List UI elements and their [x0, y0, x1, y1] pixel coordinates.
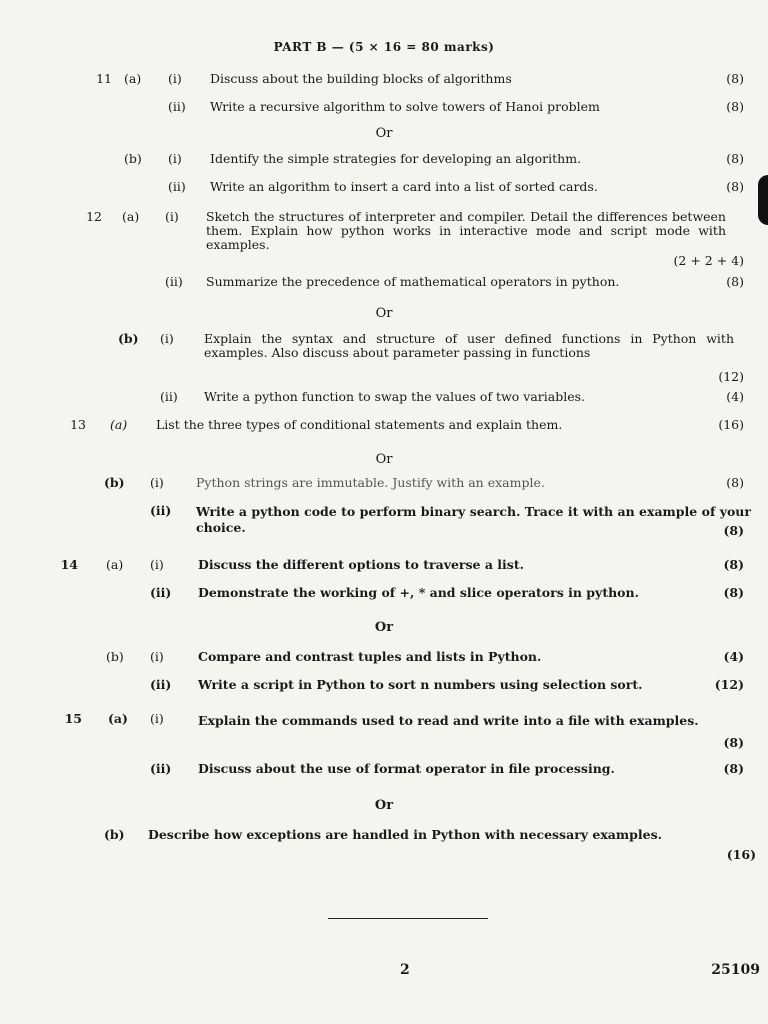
question-part: (a): [106, 557, 124, 572]
paper-code: 25109: [711, 962, 760, 978]
section-header: PART B — (5 × 16 = 80 marks): [273, 40, 495, 54]
question-number: 14: [60, 557, 78, 572]
question-sub: (ii): [160, 389, 178, 404]
question-marks: (12): [718, 369, 744, 384]
question-marks: (8): [723, 557, 744, 572]
question-part: (b): [106, 649, 124, 664]
question-sub: (i): [165, 209, 179, 224]
question-sub: (i): [150, 475, 164, 490]
question-marks: (8): [726, 274, 744, 289]
end-rule: [328, 918, 488, 919]
question-sub: (i): [168, 71, 182, 86]
question-text: Discuss the different options to traverse a list.: [198, 557, 524, 572]
question-sub: (ii): [150, 677, 172, 692]
question-sub: (i): [150, 557, 164, 572]
question-sub: (i): [168, 151, 182, 166]
question-text: Write a script in Python to sort n numbers using selection sort.: [198, 677, 643, 692]
scan-edge-shadow: [758, 175, 768, 225]
or-divider: Or: [375, 306, 393, 321]
question-marks: (2 + 2 + 4): [673, 253, 744, 268]
question-number: 12: [86, 209, 102, 224]
question-text: Explain the syntax and structure of user defined functions in Python with examples. Also discuss about parameter passing in functions: [204, 331, 734, 360]
question-number: 13: [70, 417, 86, 432]
question-text: Sketch the structures of interpreter and compiler. Detail the differences between them. Explain how python works in interactive mode and script mode with examples.: [206, 209, 726, 252]
question-text: Summarize the precedence of mathematical operators in python.: [206, 274, 620, 289]
question-part: (b): [124, 151, 142, 166]
question-marks: (4): [723, 649, 744, 664]
question-sub: (i): [160, 331, 174, 346]
page-number: 2: [400, 962, 410, 978]
question-text: Describe how exceptions are handled in Python with necessary examples.: [148, 827, 662, 842]
or-divider: Or: [374, 620, 394, 635]
question-part: (a): [122, 209, 140, 224]
question-text: Identify the simple strategies for developing an algorithm.: [210, 151, 582, 166]
question-marks: (8): [723, 523, 744, 538]
question-text: Demonstrate the working of +, * and slice operators in python.: [198, 585, 639, 600]
question-marks: (8): [726, 71, 744, 86]
question-marks: (8): [723, 761, 744, 776]
question-text: Write an algorithm to insert a card into a list of sorted cards.: [210, 179, 598, 194]
question-part: (a): [110, 417, 128, 432]
question-sub: (i): [150, 649, 164, 664]
question-sub: (ii): [165, 274, 183, 289]
question-text: Write a python code to perform binary search. Trace it with an example of your choice.: [196, 504, 751, 535]
question-text: Explain the commands used to read and write into a file with examples.: [198, 713, 699, 728]
question-number: 15: [64, 711, 82, 726]
or-divider: Or: [374, 798, 394, 813]
question-marks: (12): [714, 677, 744, 692]
question-part: (b): [118, 331, 139, 346]
question-marks: (8): [723, 585, 744, 600]
question-sub: (ii): [150, 585, 172, 600]
question-text: Write a recursive algorithm to solve towers of Hanoi problem: [210, 99, 600, 114]
question-marks: (4): [726, 389, 744, 404]
question-sub: (i): [150, 711, 164, 726]
question-marks: (16): [718, 417, 744, 432]
question-text: List the three types of conditional statements and explain them.: [156, 417, 563, 432]
question-text: Discuss about the use of format operator in file processing.: [198, 761, 615, 776]
question-marks: (8): [726, 99, 744, 114]
question-part: (b): [104, 827, 125, 842]
or-divider: Or: [375, 126, 393, 141]
or-divider: Or: [375, 452, 393, 467]
question-marks: (8): [723, 735, 744, 750]
question-part: (a): [124, 71, 142, 86]
question-part: (a): [108, 711, 128, 726]
question-sub: (ii): [168, 179, 186, 194]
question-number: 11: [96, 71, 112, 86]
question-text: Write a python function to swap the values of two variables.: [204, 389, 585, 404]
question-marks: (8): [726, 179, 744, 194]
question-marks: (8): [726, 151, 744, 166]
question-marks: (8): [726, 475, 744, 490]
question-part: (b): [104, 475, 125, 490]
question-text: Compare and contrast tuples and lists in Python.: [198, 649, 542, 664]
question-sub: (ii): [168, 99, 186, 114]
question-marks: (16): [726, 847, 756, 862]
question-text: Discuss about the building blocks of algorithms: [210, 71, 512, 86]
question-sub: (ii): [150, 503, 172, 518]
question-sub: (ii): [150, 761, 172, 776]
question-text: Python strings are immutable. Justify with an example.: [196, 475, 545, 490]
